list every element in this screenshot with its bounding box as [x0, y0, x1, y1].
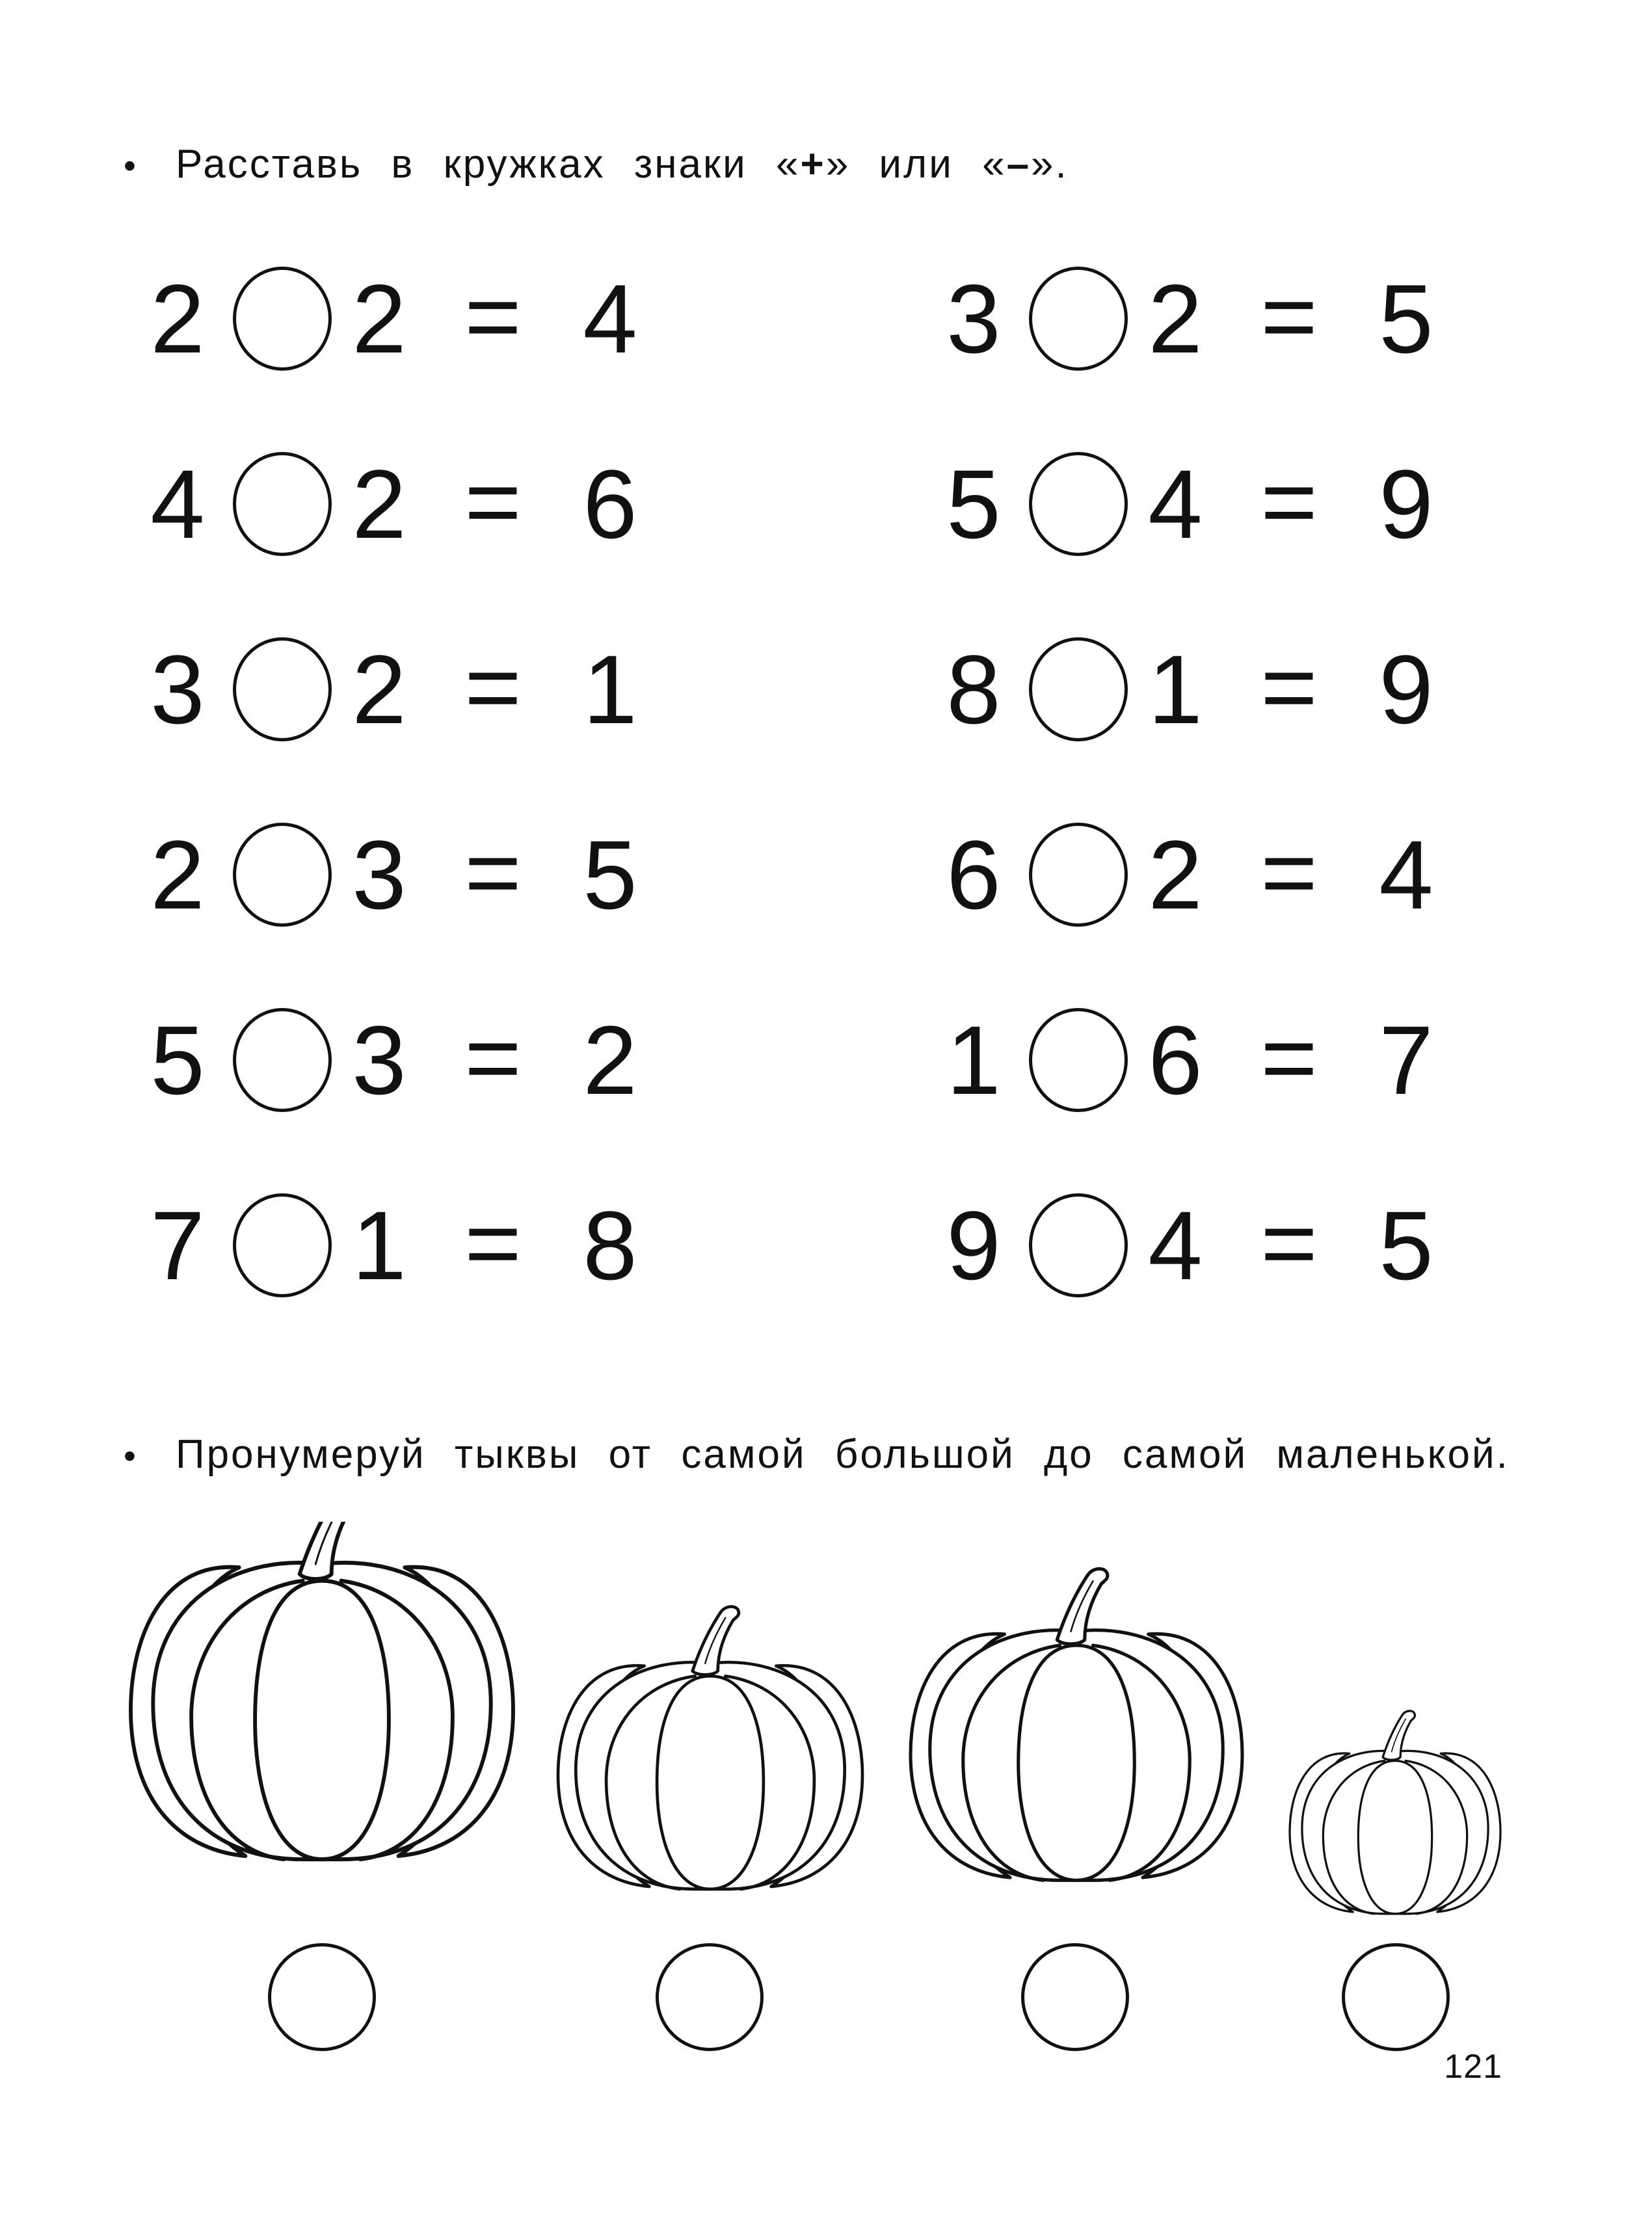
result: 7	[1379, 1005, 1433, 1115]
sign-circle[interactable]	[1029, 637, 1128, 741]
equals-sign: =	[1260, 447, 1318, 556]
operand-b: 2	[352, 635, 406, 744]
result: 9	[1379, 635, 1433, 744]
task2-text: Пронумеруй тыквы от самой большой до самой маленькой.	[176, 1432, 1510, 1477]
result: 4	[1379, 820, 1433, 929]
task2-instruction	[124, 1432, 1510, 1477]
task2-bullet: •	[124, 1437, 138, 1476]
result: 9	[1379, 449, 1433, 559]
sign-circle[interactable]	[1029, 1008, 1128, 1112]
operand-b: 3	[352, 820, 406, 929]
sign-circle[interactable]	[233, 1008, 332, 1112]
operand-b: 1	[352, 1191, 406, 1300]
equals-sign: =	[1260, 261, 1318, 371]
answer-circle[interactable]	[1021, 1943, 1129, 2051]
result: 4	[583, 264, 637, 373]
operand-a: 2	[150, 820, 205, 929]
result: 1	[583, 635, 637, 744]
operand-a: 2	[150, 264, 205, 373]
equals-sign: =	[464, 447, 522, 556]
equals-sign: =	[464, 817, 522, 927]
operand-a: 8	[946, 635, 1001, 744]
result: 2	[583, 1005, 637, 1115]
page-number: 121	[1444, 2048, 1502, 2086]
operand-b: 2	[352, 264, 406, 373]
equals-sign: =	[464, 1188, 522, 1297]
sign-circle[interactable]	[233, 452, 332, 556]
operand-a: 5	[946, 449, 1001, 559]
pumpkin-icon	[131, 1522, 513, 1859]
equals-sign: =	[1260, 817, 1318, 927]
sign-circle[interactable]	[1029, 452, 1128, 556]
equals-sign: =	[1260, 632, 1318, 741]
operand-a: 3	[946, 264, 1001, 373]
equals-sign: =	[1260, 1003, 1318, 1112]
task1-text-before: Расставь в кружках знаки «	[176, 142, 801, 187]
operand-b: 3	[352, 1005, 406, 1115]
operand-a: 4	[150, 449, 205, 559]
operand-b: 2	[1148, 820, 1203, 929]
pumpkin-icon	[558, 1606, 862, 1889]
sign-circle[interactable]	[233, 1193, 332, 1297]
operand-a: 7	[150, 1191, 205, 1300]
result: 8	[583, 1191, 637, 1300]
operand-b: 4	[1148, 1191, 1203, 1300]
sign-circle[interactable]	[1029, 823, 1128, 927]
task1-bullet: •	[124, 146, 138, 185]
result: 5	[583, 820, 637, 929]
operand-a: 3	[150, 635, 205, 744]
operand-b: 4	[1148, 449, 1203, 559]
pumpkin-icon	[1290, 1711, 1500, 1914]
task1-minus-sign: –	[1006, 142, 1032, 187]
sign-circle[interactable]	[233, 637, 332, 741]
result: 6	[583, 449, 637, 559]
answer-circle[interactable]	[268, 1943, 376, 2051]
operand-a: 6	[946, 820, 1001, 929]
operand-a: 9	[946, 1191, 1001, 1300]
task1-plus-sign: +	[800, 142, 826, 187]
answer-circle[interactable]	[656, 1943, 764, 2051]
equals-sign: =	[464, 1003, 522, 1112]
operand-b: 6	[1148, 1005, 1203, 1115]
equals-sign: =	[464, 632, 522, 741]
answer-circle[interactable]	[1342, 1943, 1450, 2051]
sign-circle[interactable]	[1029, 267, 1128, 371]
sign-circle[interactable]	[1029, 1193, 1128, 1297]
result: 5	[1379, 1191, 1433, 1300]
task1-text-middle: » или «	[825, 142, 1007, 187]
result: 5	[1379, 264, 1433, 373]
operand-b: 1	[1148, 635, 1203, 744]
equals-sign: =	[1260, 1188, 1318, 1297]
operand-a: 5	[150, 1005, 205, 1115]
operand-a: 1	[946, 1005, 1001, 1115]
equals-sign: =	[464, 261, 522, 371]
sign-circle[interactable]	[233, 823, 332, 927]
operand-b: 2	[1148, 264, 1203, 373]
operand-b: 2	[352, 449, 406, 559]
sign-circle[interactable]	[233, 267, 332, 371]
task1-text-after: ».	[1031, 142, 1069, 187]
pumpkin-icon	[911, 1569, 1242, 1880]
